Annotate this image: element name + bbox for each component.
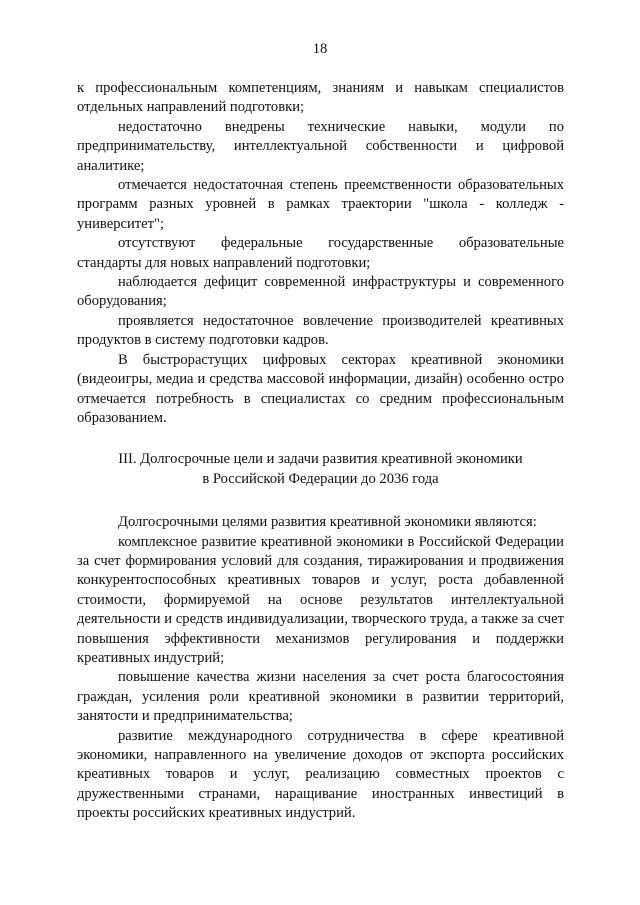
paragraph: наблюдается дефицит современной инфраструктуры и современного оборудования; xyxy=(77,274,564,310)
section-heading-line: III. Долгосрочные цели и задачи развития креативной экономики xyxy=(118,451,523,468)
paragraphs-bottom xyxy=(77,513,564,824)
paragraph: к профессиональным компетенциям, знаниям и навыкам специалистов отдельных направлений подготовки; xyxy=(77,80,564,116)
paragraph: комплексное развитие креативной экономики в Российской Федерации за счет формирования условий для создания, тиражирования и продвижения конкурентоспособных креативных товаров и услуг, роста добавленной стоимости, формируемой на основе результатов интеллектуальной деятельности и средств индивидуализации, творческого труда, а также за счет повышения эффективности механизмов регулирования и поддержки креативных индустрий; xyxy=(77,533,564,666)
paragraph: Долгосрочными целями развития креативной экономики являются: xyxy=(118,514,537,531)
paragraph: проявляется недостаточное вовлечение производителей креативных продуктов в систему подготовки кадров. xyxy=(77,312,564,349)
paragraph: отмечается недостаточная степень преемственности образовательных программ разных уровней в рамках траектории "школа - колледж - университет"; xyxy=(77,177,564,232)
section-heading-line: в Российской Федерации до 2036 года xyxy=(202,470,439,487)
paragraph: повышение качества жизни населения за счет роста благосостояния граждан, усиления роли креативной экономики в развитии территорий, занятости и предпринимательства; xyxy=(77,669,564,725)
paragraphs-top xyxy=(77,79,564,428)
section-heading xyxy=(77,450,564,489)
document-body xyxy=(77,79,564,824)
page-number: 18 xyxy=(312,41,328,57)
paragraph: отсутствуют федеральные государственные образовательные стандарты для новых направлений подготовки; xyxy=(77,235,564,271)
paragraph: развитие международного сотрудничества в сфере креативной экономики, направленного на увеличение доходов от экспорта российских креативных товаров и услуг, реализацию совместных проектов с дружественными странами, наращивание иностранных инвестиций в проекты российских креативных индустрий. xyxy=(77,727,564,822)
paragraph: недостаточно внедрены технические навыки, модули по предпринимательству, интеллектуальной собственности и цифровой аналитике; xyxy=(77,118,564,174)
paragraph: В быстрорастущих цифровых секторах креативной экономики (видеоигры, медиа и средства массовой информации, дизайн) особенно остро отмечается потребность в специалистах со средним профессиональным образованием. xyxy=(77,351,564,426)
